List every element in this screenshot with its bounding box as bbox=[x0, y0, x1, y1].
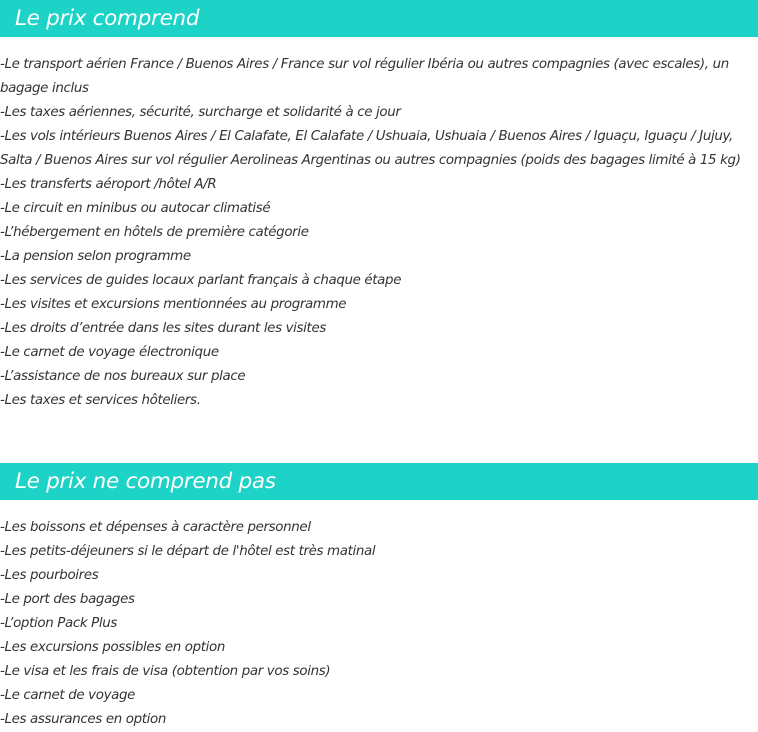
list-item: -L’hébergement en hôtels de première catégorie bbox=[0, 225, 309, 240]
list-item: -Les visites et excursions mentionnées au programme bbox=[0, 297, 347, 312]
list-item: -L’option Pack Plus bbox=[0, 616, 118, 631]
list-item: -Le carnet de voyage bbox=[0, 688, 136, 703]
list-item: -Les taxes et services hôteliers. bbox=[0, 393, 201, 408]
list-item: -Les pourboires bbox=[0, 568, 99, 583]
list-item: -Les vols intérieurs Buenos Aires / El Calafate, El Calafate / Ushuaia, Ushuaia / Buenos Aires / Iguaçu, Iguaçu / Jujuy, Salta / Buenos Aires sur vol régulier Aerolineas Argentinas ou autres compagnies (poids des bagages limité à 15 kg) bbox=[0, 129, 741, 168]
list-item: -Les services de guides locaux parlant français à chaque étape bbox=[0, 273, 402, 288]
list-item: -L’assistance de nos bureaux sur place bbox=[0, 369, 246, 384]
list-item: -La pension selon programme bbox=[0, 249, 191, 264]
list-item: -Le transport aérien France / Buenos Aires / France sur vol régulier Ibéria ou autres compagnies (avec escales), un bagage inclus bbox=[0, 57, 729, 96]
list-item: -Les taxes aériennes, sécurité, surcharge et solidarité à ce jour bbox=[0, 105, 401, 120]
list-item: -Le port des bagages bbox=[0, 592, 135, 607]
section-title-excluded: Le prix ne comprend pas bbox=[15, 469, 276, 494]
list-item: -Les excursions possibles en option bbox=[0, 640, 226, 655]
list-item: -Les assurances en option bbox=[0, 712, 167, 727]
section-header-included bbox=[0, 0, 758, 37]
list-item: -Le circuit en minibus ou autocar climatisé bbox=[0, 201, 271, 216]
list-item: -Les boissons et dépenses à caractère personnel bbox=[0, 520, 311, 535]
list-item: -Le carnet de voyage électronique bbox=[0, 345, 219, 360]
included-list bbox=[0, 53, 742, 413]
section-header-excluded bbox=[0, 463, 758, 500]
list-item: -Le visa et les frais de visa (obtention par vos soins) bbox=[0, 664, 331, 679]
list-item: -Les petits-déjeuners si le départ de l'hôtel est très matinal bbox=[0, 544, 376, 559]
section-title-included: Le prix comprend bbox=[15, 6, 200, 31]
excluded-list bbox=[0, 516, 742, 732]
list-item: -Les droits d’entrée dans les sites durant les visites bbox=[0, 321, 326, 336]
list-item: -Les transferts aéroport /hôtel A/R bbox=[0, 177, 217, 192]
